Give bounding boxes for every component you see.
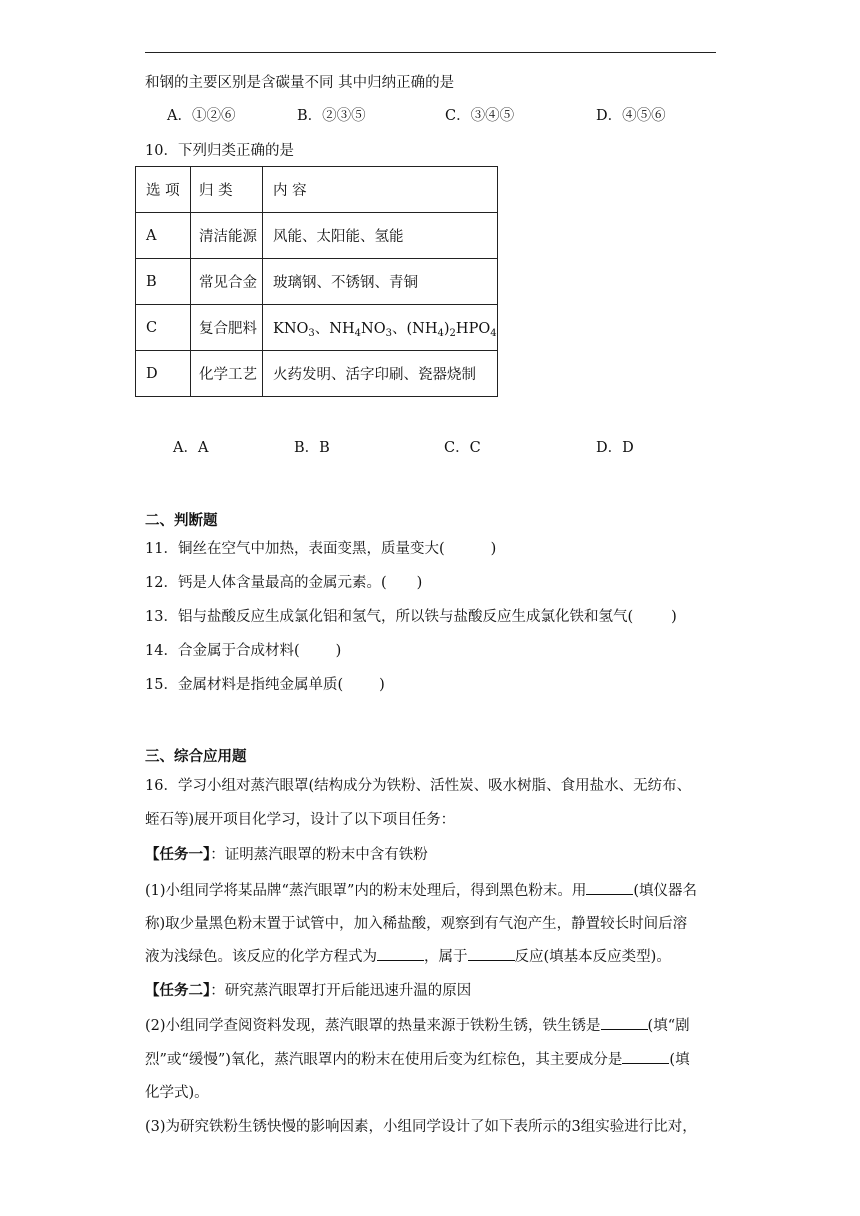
item-text: 15．金属材料是指纯金属单质(: [145, 677, 344, 693]
judge-item-11: [145, 539, 496, 559]
formula-text: $KNO_3$、$NH_4NO_3$、$(NH_4)_2HPO_4$: [273, 321, 497, 339]
q9-option-c[interactable]: C．③④⑤: [445, 108, 515, 124]
judge-item-13: [145, 607, 677, 627]
q10-option-c[interactable]: C．C: [444, 440, 481, 456]
table-row: [136, 305, 498, 351]
table-row: [136, 213, 498, 259]
p1-text-d: 液为浅绿色。该反应的化学方程式为: [145, 949, 377, 965]
p1-text-a: (1)小组同学将某品牌“蒸汽眼罩”内的粉末处理后，得到黑色粉末。用: [145, 883, 587, 899]
task1-label: 【任务一】: [145, 846, 211, 863]
row-option: B: [136, 259, 191, 305]
task1-text: ：证明蒸汽眼罩的粉末中含有铁粉: [210, 847, 428, 863]
q10-stem: 10．下列归类正确的是: [145, 143, 294, 159]
row-category: 清洁能源: [191, 213, 263, 259]
p2-line-3: 化学式)。: [145, 1085, 209, 1101]
table-row: [136, 259, 498, 305]
header-rule: [145, 52, 716, 53]
p2-text-a: (2)小组同学查阅资料发现，蒸汽眼罩的热量来源于铁粉生锈，铁生锈是: [145, 1018, 601, 1034]
p2-text-b: (填“剧: [647, 1018, 690, 1034]
row-content: 风能、太阳能、氢能: [263, 213, 498, 259]
row-content: 玻璃钢、不锈钢、青铜: [263, 259, 498, 305]
table-header-row: [136, 167, 498, 213]
paren-close: ): [490, 541, 497, 557]
p2-line-2: [145, 1049, 690, 1070]
header-content: 内 容: [263, 167, 498, 213]
section3-title: 三、综合应用题: [145, 748, 247, 765]
task2-line: [145, 981, 471, 1001]
p3-line: (3)为研究铁粉生锈快慢的影响因素，小组同学设计了如下表所示的3组实验进行比对，: [145, 1119, 697, 1135]
task2-text: ：研究蒸汽眼罩打开后能迅速升温的原因: [210, 983, 472, 999]
row-content: 火药发明、活字印刷、瓷器烧制: [263, 351, 498, 397]
judge-item-14: [145, 641, 341, 661]
q9-option-b[interactable]: B．②③⑤: [297, 108, 366, 124]
row-option: C: [136, 305, 191, 351]
task1-line: [145, 845, 428, 865]
p1-text-b: (填仪器名: [633, 883, 698, 899]
row-option: D: [136, 351, 191, 397]
p1-line-2: 称)取少量黑色粉末置于试管中，加入稀盐酸，观察到有气泡产生，静置较长时间后溶: [145, 916, 688, 932]
header-option: 选 项: [136, 167, 191, 213]
header-category: 归 类: [191, 167, 263, 213]
row-category: 化学工艺: [191, 351, 263, 397]
paren-close: ): [671, 609, 677, 625]
section2-title: 二、判断题: [145, 512, 218, 529]
p2-line-1: [145, 1015, 690, 1036]
p1-line-3: [145, 946, 671, 967]
item-text: 11．铜丝在空气中加热，表面变黑，质量变大(: [145, 541, 445, 557]
table-row: [136, 351, 498, 397]
blank-oxidation[interactable]: [601, 1015, 648, 1030]
q9-option-d[interactable]: D．④⑤⑥: [596, 108, 666, 124]
p2-text-d: (填: [669, 1052, 690, 1068]
paren-close: ): [416, 575, 423, 591]
item-text: 13．铝与盐酸反应生成氯化铝和氢气，所以铁与盐酸反应生成氯化铁和氢气(: [145, 609, 634, 625]
q10-option-d[interactable]: D．D: [596, 440, 634, 456]
judge-item-12: [145, 573, 422, 593]
task2-label: 【任务二】: [145, 982, 211, 999]
paren-close: ): [379, 677, 385, 693]
q16-line-1: 16．学习小组对蒸汽眼罩(结构成分为铁粉、活性炭、吸水树脂、食用盐水、无纺布、: [145, 778, 692, 794]
q16-line-2: 蛭石等)展开项目化学习，设计了以下项目任务：: [145, 812, 456, 828]
row-category: 常见合金: [191, 259, 263, 305]
blank-equation[interactable]: [377, 946, 424, 961]
q10-option-a[interactable]: A．A: [173, 440, 209, 456]
judge-item-15: [145, 675, 385, 695]
q9-option-a[interactable]: A．①②⑥: [167, 108, 236, 124]
item-text: 14．合金属于合成材料(: [145, 643, 300, 659]
blank-reaction-type[interactable]: [468, 946, 515, 961]
q10-option-b[interactable]: B．B: [294, 440, 330, 456]
item-text: 12．钙是人体含量最高的金属元素。(: [145, 575, 387, 591]
classification-table: [135, 166, 498, 397]
blank-formula[interactable]: [622, 1049, 669, 1064]
row-content-formulas: [263, 305, 498, 351]
q9-stem-tail: 和钢的主要区别是含碳量不同 其中归纳正确的是: [145, 75, 455, 91]
row-category: 复合肥料: [191, 305, 263, 351]
p1-text-f: 反应(填基本反应类型)。: [514, 949, 671, 965]
p1-text-e: ，属于: [424, 949, 468, 965]
row-option: A: [136, 213, 191, 259]
p1-line-1: [145, 880, 697, 901]
p2-text-c: 烈”或“缓慢”)氧化，蒸汽眼罩内的粉末在使用后变为红棕色，其主要成分是: [145, 1052, 623, 1068]
blank-instrument[interactable]: [586, 880, 633, 895]
paren-close: ): [335, 643, 342, 659]
